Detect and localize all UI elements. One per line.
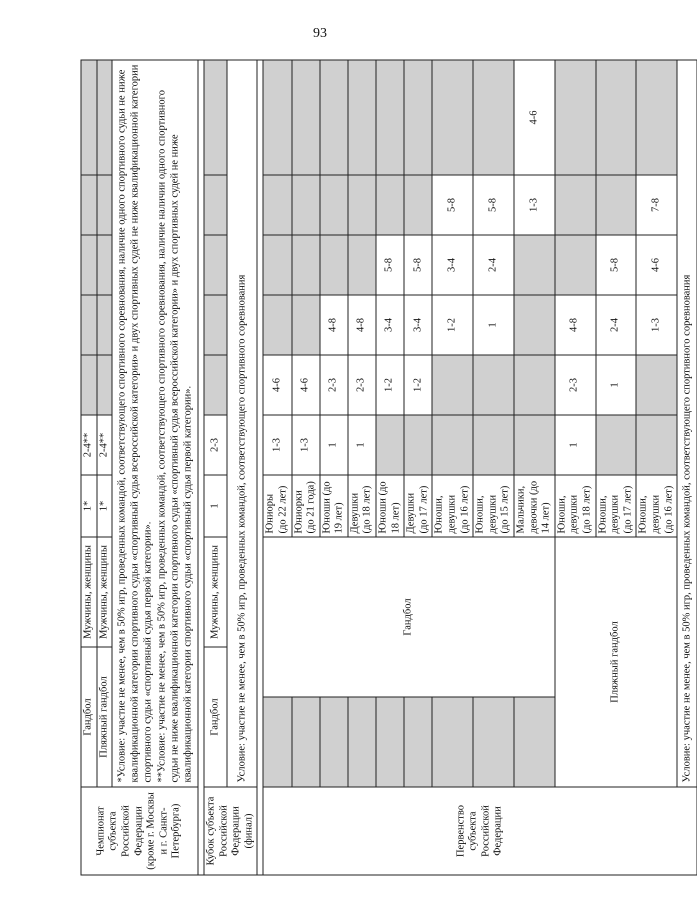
value-cell: 1-2 [432, 295, 473, 355]
value-cell [432, 60, 473, 175]
value-cell [376, 60, 404, 175]
group-cell: Мужчины, женщины [96, 537, 112, 647]
value-cell [203, 235, 226, 295]
rotated-table-wrapper [80, 61, 693, 876]
value-cell: 1-3 [636, 295, 677, 355]
value-cell: 4-6 [291, 355, 319, 415]
value-cell [595, 415, 636, 475]
value-cell [203, 175, 226, 235]
value-cell [554, 175, 595, 235]
group-cell: Юноши, девушки (до 16 лет) [432, 475, 473, 537]
value-cell: 4-8 [347, 295, 375, 355]
table-spacer [197, 60, 203, 875]
discipline-cell: Гандбол [263, 537, 554, 697]
note-text: *Условие: участие не менее, чем в 50% игр, проведенных командой, соответствующего спортивного соревнования, наличие одного спортивного судьи не ниже квалификационной категории спортивного судьи «спортивный судья всероссийской категории» и двух спортивных судей не ниже квалификационной категории спортивного судьи «спортивный судья первой категории». [116, 64, 154, 783]
value-cell [319, 175, 347, 235]
discipline-cell: Пляжный гандбол [554, 537, 676, 787]
table-row [96, 60, 112, 875]
value-cell [432, 415, 473, 475]
value-cell: 7-8 [636, 175, 677, 235]
group-cell: Мальчики, девочки (до 14 лет) [514, 475, 555, 537]
value-cell: 1* [96, 475, 112, 537]
value-cell [81, 295, 97, 355]
group-cell: Юноши, девушки (до 15 лет) [473, 475, 514, 537]
group-cell: Юноши, девушки (до 17 лет) [595, 475, 636, 537]
value-cell: 2-4 [473, 235, 514, 295]
value-cell [404, 60, 432, 175]
note-text: **Условие: участие не менее, чем в 50% игр, проведенных командой, соответствующего спортивного соревнования, наличие наличии одного спортивного судьи не ниже квалификационной категории спортивного судьи «спортивный судья всероссийской категории» и двух спортивных судей не ниже квалификационной категории спортивного судьи «спортивный судья первой категории». [155, 90, 193, 783]
table-row [554, 60, 595, 875]
value-cell [636, 355, 677, 415]
blank-cell [319, 697, 347, 787]
table-row [677, 60, 697, 875]
value-cell [81, 60, 97, 175]
value-cell [554, 60, 595, 175]
value-cell [347, 235, 375, 295]
group-cell: Юноши (до 18 лет) [376, 475, 404, 537]
table-row [112, 60, 198, 875]
value-cell: 5-8 [404, 235, 432, 295]
blank-cell [376, 697, 404, 787]
value-cell [514, 415, 555, 475]
value-cell [263, 175, 291, 235]
table-row [203, 60, 226, 875]
note-cell: Условие: участие не менее, чем в 50% игр, проведенных командой, соответствующего спортивного соревнования [227, 60, 257, 787]
value-cell [636, 415, 677, 475]
table-row [514, 60, 555, 875]
value-cell: 2-3 [554, 355, 595, 415]
blank-cell [432, 697, 473, 787]
value-cell [473, 60, 514, 175]
table-spacer [257, 60, 263, 875]
group-cell: Юноши, девушки (до 16 лет) [636, 475, 677, 537]
value-cell [376, 415, 404, 475]
value-cell [404, 175, 432, 235]
blank-cell [347, 697, 375, 787]
table-row [291, 60, 319, 875]
value-cell [514, 295, 555, 355]
blank-cell [514, 697, 555, 787]
value-cell: 1 [319, 415, 347, 475]
value-cell [347, 175, 375, 235]
value-cell: 2-3 [319, 355, 347, 415]
event-name: Первенство субъекта Российской Федерации [263, 787, 697, 875]
value-cell [263, 235, 291, 295]
table-row [473, 60, 514, 875]
value-cell [554, 235, 595, 295]
group-cell: Девушки (до 17 лет) [404, 475, 432, 537]
value-cell [203, 60, 226, 175]
value-cell [203, 355, 226, 415]
value-cell [96, 60, 112, 175]
value-cell [96, 295, 112, 355]
value-cell [96, 235, 112, 295]
blank-cell [473, 697, 514, 787]
event-name: Кубок субъекта Российской Федерации (финал) [203, 787, 256, 875]
table-row [404, 60, 432, 875]
value-cell [291, 235, 319, 295]
value-cell: 2-4 [595, 295, 636, 355]
value-cell [319, 235, 347, 295]
value-cell: 1 [473, 295, 514, 355]
qualification-table [80, 60, 697, 876]
table-row [319, 60, 347, 875]
value-cell: 4-8 [319, 295, 347, 355]
value-cell [291, 175, 319, 235]
value-cell [404, 415, 432, 475]
group-cell: Мужчины, женщины [81, 537, 97, 647]
value-cell: 1 [203, 475, 226, 537]
value-cell [81, 355, 97, 415]
discipline-cell: Гандбол [203, 647, 226, 787]
group-cell: Юноши (до 19 лет) [319, 475, 347, 537]
value-cell: 2-3 [203, 415, 226, 475]
value-cell: 1-2 [404, 355, 432, 415]
value-cell: 5-8 [595, 235, 636, 295]
value-cell [291, 295, 319, 355]
page-number: 93 [313, 26, 327, 41]
group-cell: Мужчины, женщины [203, 537, 226, 647]
table-body [81, 60, 697, 875]
group-cell: Юниорки (до 21 года) [291, 475, 319, 537]
value-cell [514, 235, 555, 295]
value-cell: 4-6 [263, 355, 291, 415]
blank-cell [291, 697, 319, 787]
value-cell [514, 355, 555, 415]
value-cell: 1 [347, 415, 375, 475]
value-cell [595, 175, 636, 235]
value-cell: 1-3 [514, 175, 555, 235]
value-cell: 2-4** [81, 415, 97, 475]
table-row [376, 60, 404, 875]
value-cell: 1 [554, 415, 595, 475]
value-cell [376, 175, 404, 235]
note-cell: Условие: участие не менее, чем в 50% игр, проведенных командой, соответствующего спортивного соревнования [677, 60, 697, 787]
value-cell: 2-3 [347, 355, 375, 415]
table-row [81, 60, 97, 875]
value-cell: 1-2 [376, 355, 404, 415]
table-row [263, 60, 291, 875]
event-name: Чемпионат субъекта Российской Федерации (кроме г. Москвы и г. Санкт-Петербурга) [81, 787, 198, 875]
value-cell [96, 175, 112, 235]
value-cell: 5-8 [376, 235, 404, 295]
value-cell: 4-6 [514, 60, 555, 175]
value-cell: 2-4** [96, 415, 112, 475]
group-cell: Девушки (до 18 лет) [347, 475, 375, 537]
value-cell: 5-8 [473, 175, 514, 235]
value-cell [263, 295, 291, 355]
value-cell: 1* [81, 475, 97, 537]
value-cell [263, 60, 291, 175]
corner-cell [263, 697, 291, 787]
value-cell [81, 235, 97, 295]
value-cell [636, 60, 677, 175]
value-cell: 1 [595, 355, 636, 415]
note-cell [112, 60, 198, 787]
value-cell: 1-3 [291, 415, 319, 475]
value-cell: 3-4 [376, 295, 404, 355]
table-row [432, 60, 473, 875]
value-cell [203, 295, 226, 355]
value-cell: 4-6 [636, 235, 677, 295]
table-row [347, 60, 375, 875]
value-cell [347, 60, 375, 175]
value-cell [595, 60, 636, 175]
value-cell [473, 355, 514, 415]
value-cell: 4-8 [554, 295, 595, 355]
group-cell: Юниоры (до 22 лет) [263, 475, 291, 537]
value-cell [319, 60, 347, 175]
value-cell [96, 355, 112, 415]
value-cell [291, 60, 319, 175]
value-cell [81, 175, 97, 235]
group-cell: Юноши, девушки (до 18 лет) [554, 475, 595, 537]
table-row [227, 60, 257, 875]
blank-cell [404, 697, 432, 787]
value-cell: 1-3 [263, 415, 291, 475]
discipline-cell: Пляжный гандбол [96, 647, 112, 787]
discipline-cell: Гандбол [81, 647, 97, 787]
value-cell: 5-8 [432, 175, 473, 235]
value-cell [432, 355, 473, 415]
value-cell [473, 415, 514, 475]
value-cell: 3-4 [404, 295, 432, 355]
value-cell: 3-4 [432, 235, 473, 295]
